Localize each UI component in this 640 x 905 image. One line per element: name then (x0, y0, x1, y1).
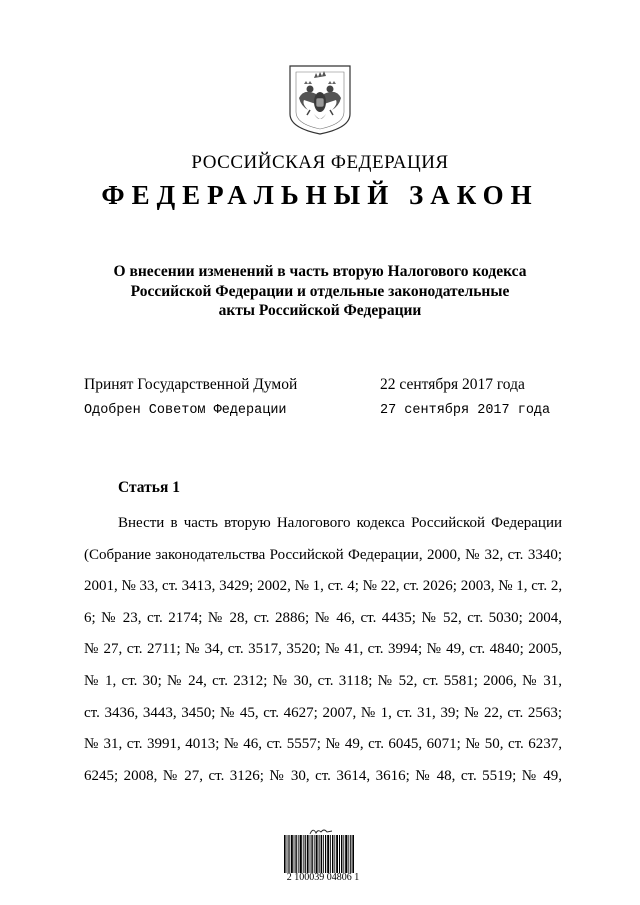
article-heading: Статья 1 (118, 479, 180, 496)
coat-of-arms-emblem (286, 64, 354, 136)
country-heading: РОССИЙСКАЯ ФЕДЕРАЦИЯ (191, 152, 449, 173)
article-text-line: ст. 3436, 3443, 3450; № 45, ст. 4627; 2007, № 1, ст. 31, 39; № 22, ст. 2563; (84, 704, 562, 721)
law-title-line: Российской Федерации и отдельные законодательные (130, 282, 510, 300)
adoption-date: 27 сентября 2017 года (380, 403, 551, 418)
adoption-label: Одобрен Советом Федерации (84, 403, 287, 418)
law-title-line: О внесении изменений в часть вторую Налогового кодекса (113, 263, 527, 280)
adoption-label: Принят Государственной Думой (84, 376, 298, 393)
barcode (284, 835, 354, 873)
article-text-line: Внести в часть вторую Налогового кодекса Российской Федерации (118, 515, 562, 531)
article-body (84, 508, 562, 792)
article-text-line: 6; № 23, ст. 2174; № 28, ст. 2886; № 46, ст. 4435; № 52, ст. 5030; 2004, (84, 609, 562, 626)
document-type-heading: ФЕДЕРАЛЬНЫЙ ЗАКОН (101, 180, 539, 210)
barcode-number: 2 100039 04806 1 (286, 872, 360, 883)
article-text-line: № 27, ст. 2711; № 34, ст. 3517, 3520; № 41, ст. 3994; № 49, ст. 4840; 2005, (84, 641, 562, 658)
law-title-line: акты Российской Федерации (218, 302, 422, 319)
article-text-line: (Собрание законодательства Российской Федерации, 2000, № 32, ст. 3340; (84, 546, 562, 563)
article-text-line: 6245; 2008, № 27, ст. 3126; № 30, ст. 3614, 3616; № 48, ст. 5519; № 49, (84, 767, 562, 784)
article-text-line: № 1, ст. 30; № 24, ст. 2312; № 30, ст. 3118; № 52, ст. 5581; 2006, № 31, (84, 672, 562, 689)
article-text-line: № 31, ст. 3991, 4013; № 46, ст. 5557; № 49, ст. 6045, 6071; № 50, ст. 6237, (84, 736, 562, 753)
article-text-line: 2001, № 33, ст. 3413, 3429; 2002, № 1, ст. 4; № 22, ст. 2026; 2003, № 1, ст. 2, (84, 578, 563, 595)
adoption-date: 22 сентября 2017 года (380, 376, 525, 393)
law-title (80, 262, 560, 321)
